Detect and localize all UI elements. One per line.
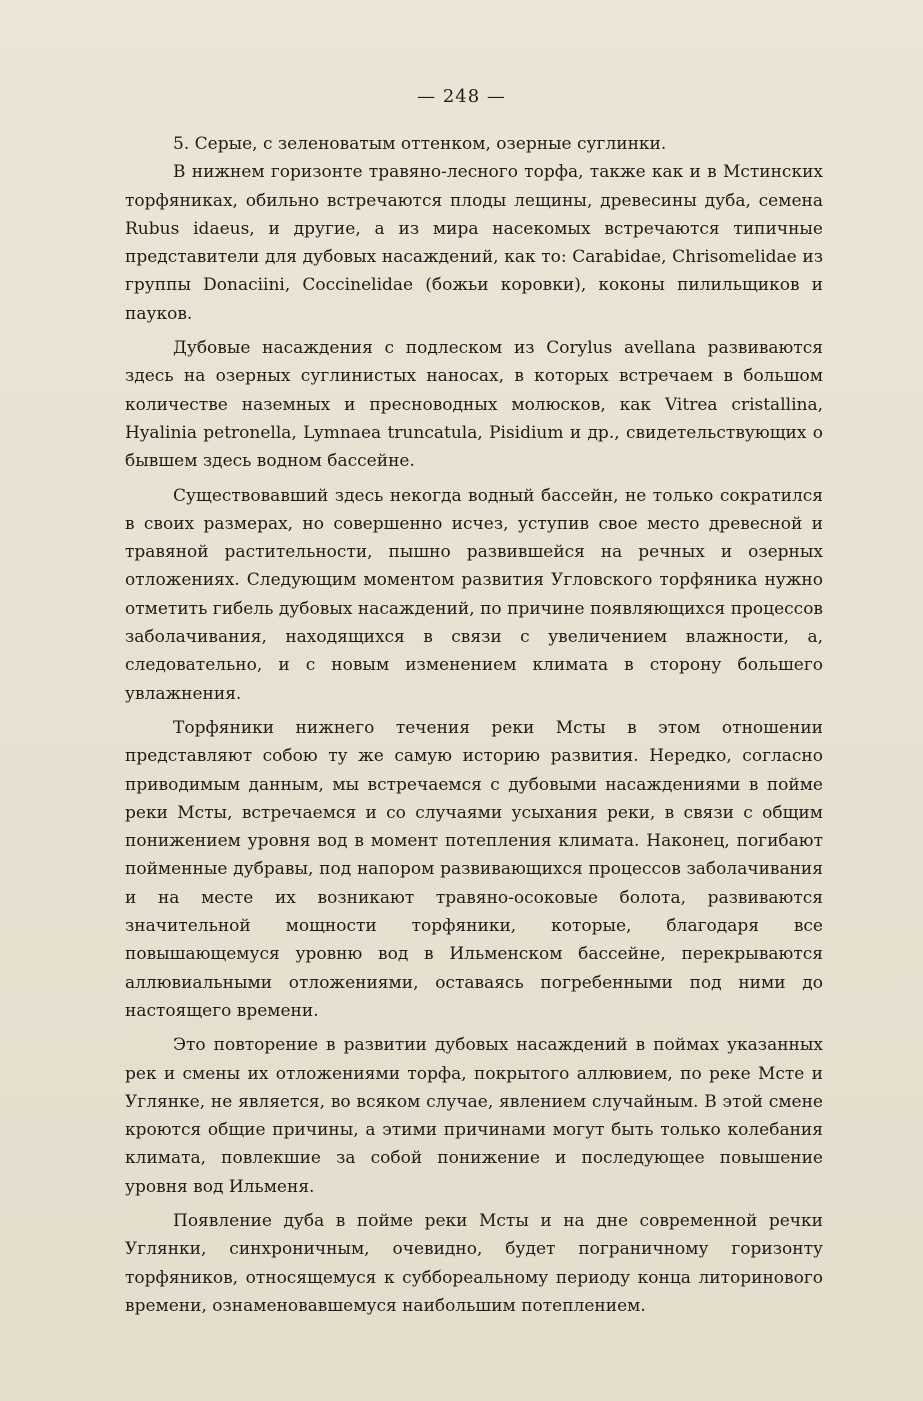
paragraph: Появление дуба в пойме реки Мсты и на дне современной речки Углянки, синхроничным, очевидно, будет пограничному горизонту торфяников, относящемуся к суббореальному периоду конца литоринового времени, ознаменовавшемуся наибольшим потеплением.: [125, 1210, 823, 1316]
paragraph: Дубовые насаждения с подлеском из Corylus avellana развиваются здесь на озерных суглинистых наносах, в которых встречаем в большом количестве наземных и пресноводных молюсков, как Vitrea cristallina, Hyalinia petronella, Lymnaea truncatula, Pisidium и др., свидетельствующих о бывшем здесь водном бассейне.: [125, 338, 823, 472]
paragraph: Существовавший здесь некогда водный бассейн, не только сократился в своих размерах, но совершенно исчез, уступив свое место древесной и травяной растительности, пышно развившейся на речных и озерных отложениях. Следующим моментом развития Угловского торфяника нужно отметить гибель дубовых насаждений, по причине появляющихся процессов заболачивания, находящихся в связи с увеличением влажности, а, следовательно, и с новым изменением климата в сторону большего увлажнения.: [125, 485, 823, 704]
body-text: [125, 130, 823, 1326]
paragraph: Это повторение в развитии дубовых насаждений в поймах указанных рек и смены их отложениями торфа, покрытого аллювием, по реке Мсте и Углянке, не является, во всяком случае, явлением случайным. В этой смене кроются общие причины, а этими причинами могут быть только колебания климата, повлекшие за собой понижение и последующее повышение уровня вод Ильменя.: [125, 1035, 823, 1197]
page-number: — 248 —: [417, 86, 506, 107]
paragraph: 5. Серые, с зеленоватым оттенком, озерные суглинки.: [173, 134, 667, 154]
paragraph: Торфяники нижнего течения реки Мсты в этом отношении представляют собою ту же самую историю развития. Нередко, согласно приводимым данным, мы встречаемся с дубовыми насаждениями в пойме реки Мсты, встречаемся и со случаями усыхания реки, в связи с общим понижением уровня вод в момент потепления климата. Наконец, погибают пойменные дубравы, под напором развивающихся процессов заболачивания и на месте их возникают травяно-осоковые болота, развиваются значительной мощности торфяники, которые, благодаря все повышающемуся уровню вод в Ильменском бассейне, перекрываются аллювиальными отложениями, оставаясь погребенными под ними до настоящего времени.: [125, 717, 823, 1021]
paragraph: В нижнем горизонте травяно-лесного торфа, также как и в Мстинских торфяниках, обильно встречаются плоды лещины, древесины дуба, семена Rubus idaeus, и другие, а из мира насекомых встречаются типичные представители для дубовых насаждений, как то: Carabidae, Chrisomelidae из группы Donaciini, Coccinelidae (божьи коровки), коконы пилильщиков и пауков.: [125, 162, 823, 324]
